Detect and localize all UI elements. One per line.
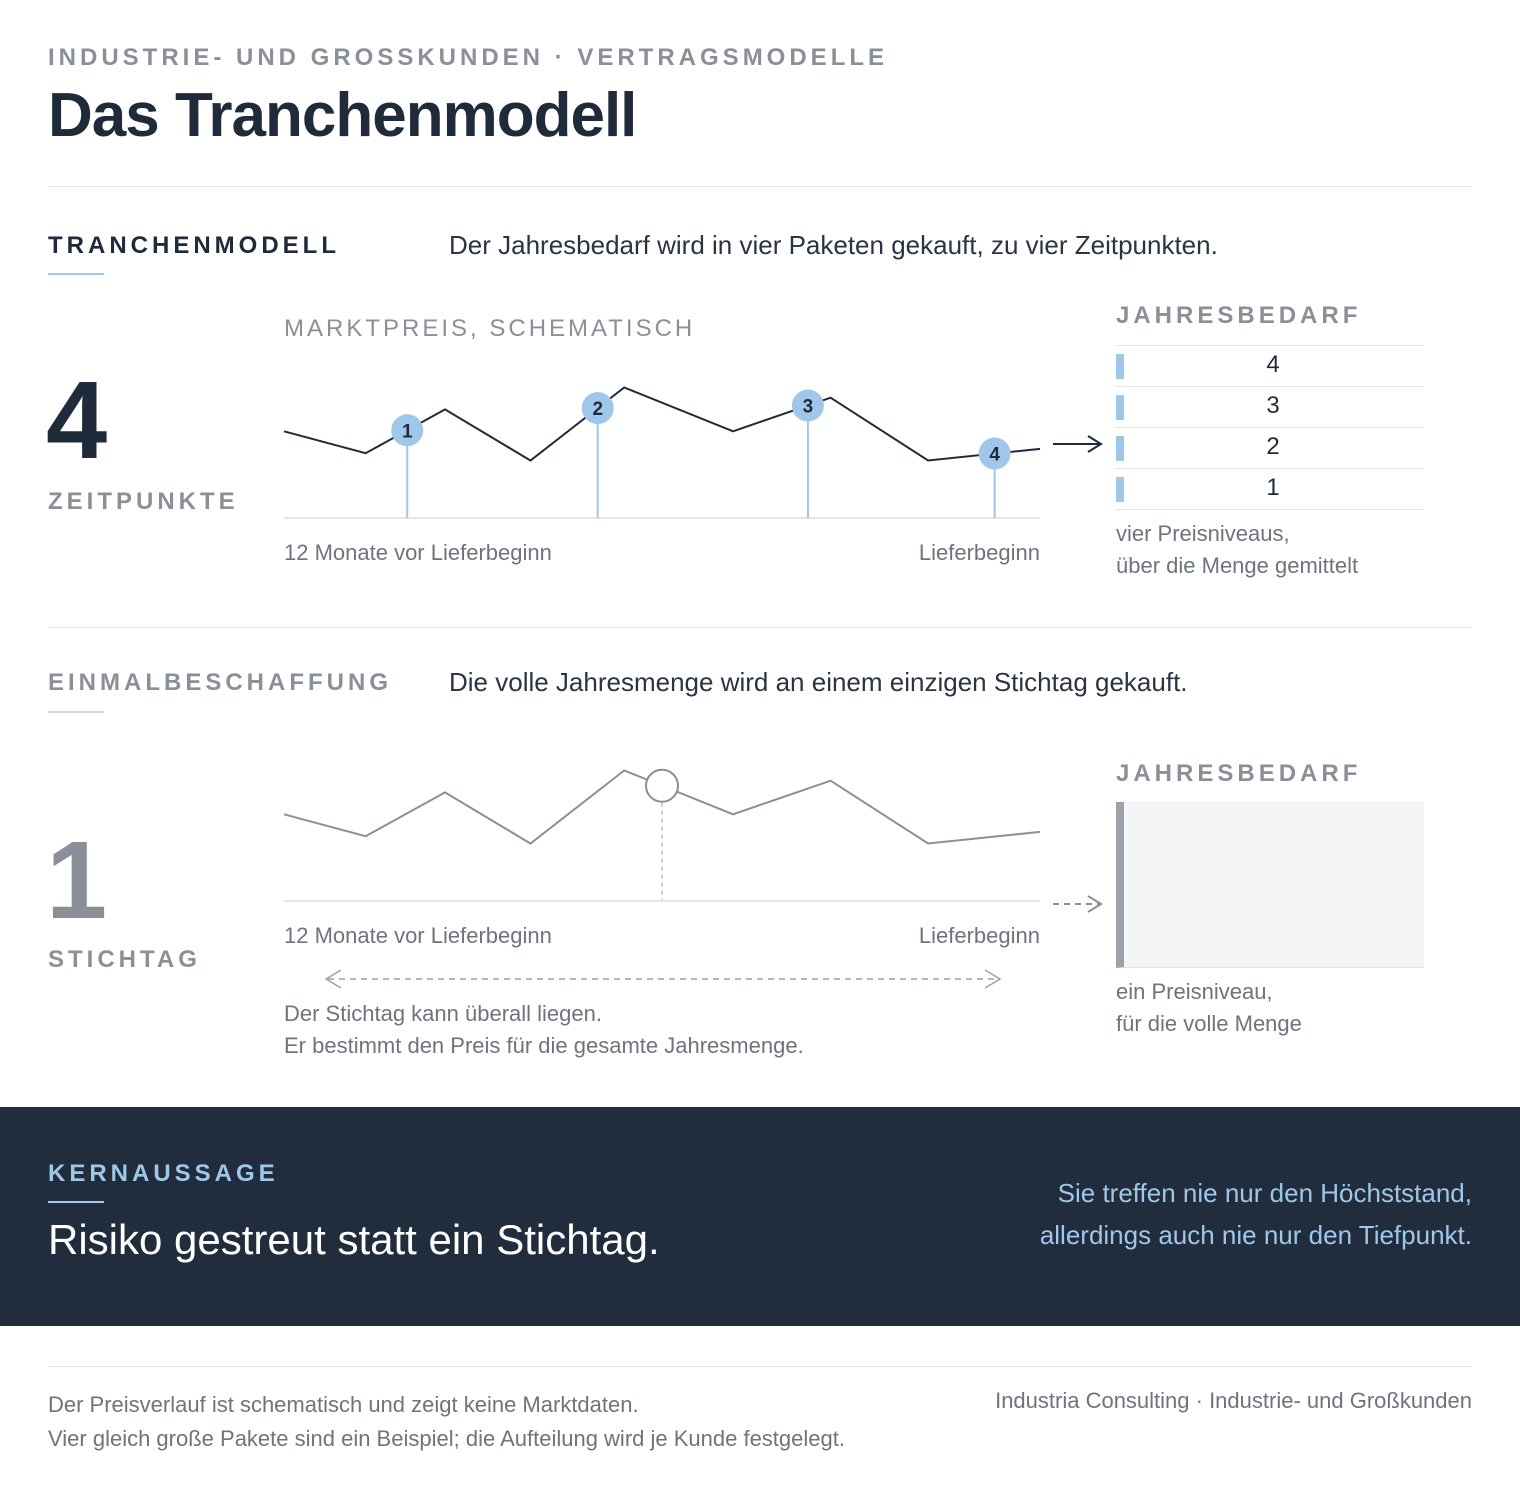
tranche-row-number: 4 [1266, 351, 1280, 378]
tranche-row-number: 3 [1266, 392, 1280, 419]
tranche-note-line2: über die Menge gemittelt [1116, 553, 1359, 578]
range-note [284, 998, 804, 1062]
single-side-label: JAHRESBEDARF [1116, 760, 1362, 787]
footer-line1: Der Preisverlauf ist schematisch und zeigt keine Marktdaten. [48, 1392, 639, 1417]
single-axis-start: 12 Monate vor Lieferbeginn [284, 923, 552, 948]
single-note [1116, 976, 1302, 1040]
banner-kicker: KERNAUSSAGE [48, 1160, 279, 1187]
tranche-big-number: 4 [46, 359, 108, 482]
page-kicker: INDUSTRIE- UND GROSSKUNDEN · VERTRAGSMODELLE [48, 44, 889, 71]
single-axis-end: Lieferbeginn [918, 923, 1040, 948]
tranche-row-number: 1 [1266, 474, 1280, 501]
single-description: Die volle Jahresmenge wird an einem einzigen Stichtag gekauft. [449, 667, 1188, 697]
single-note-line1: ein Preisniveau, [1116, 979, 1273, 1004]
page-title: Das Tranchenmodell [48, 81, 637, 150]
single-big-caption: STICHTAG [48, 946, 201, 973]
range-arrow-icon [326, 970, 1000, 988]
footer-credit: Industria Consulting · Industrie- und Großkunden [995, 1388, 1472, 1413]
banner-headline: Risiko gestreut statt ein Stichtag. [48, 1216, 660, 1263]
tranche-big-caption: ZEITPUNKTE [48, 488, 239, 515]
full-volume-block [1116, 802, 1424, 968]
tranche-section-label: TRANCHENMODELL [48, 232, 340, 259]
tranche-side-label: JAHRESBEDARF [1116, 302, 1362, 329]
single-section-label: EINMALBESCHAFFUNG [48, 669, 392, 696]
range-note-line2: Er bestimmt den Preis für die gesamte Jahresmenge. [284, 1033, 804, 1058]
tranche-axis-start: 12 Monate vor Lieferbeginn [284, 540, 552, 565]
single-note-line2: für die volle Menge [1116, 1011, 1302, 1036]
banner-side-line1: Sie treffen nie nur den Höchststand, [1057, 1178, 1472, 1208]
footer-disclaimer [48, 1388, 845, 1456]
footer-line2: Vier gleich große Pakete sind ein Beispiel; die Aufteilung wird je Kunde festgelegt. [48, 1426, 845, 1451]
dashed-arrow-right-icon [1053, 896, 1101, 912]
chart-caption: MARKTPREIS, SCHEMATISCH [284, 315, 696, 342]
banner-side-line2: allerdings auch nie nur den Tiefpunkt. [1039, 1220, 1472, 1250]
single-marker-circle [646, 770, 678, 802]
tranche-description: Der Jahresbedarf wird in vier Paketen gekauft, zu vier Zeitpunkten. [449, 230, 1218, 260]
banner-underline [48, 1201, 104, 1203]
footer-divider [48, 1366, 1472, 1367]
tranche-note-line1: vier Preisniveaus, [1116, 521, 1290, 546]
tranche-marker-label: 3 [802, 396, 814, 418]
tranche-marker-label: 2 [592, 399, 604, 421]
range-note-line1: Der Stichtag kann überall liegen. [284, 1001, 602, 1026]
banner-side-text [1040, 1172, 1472, 1256]
tranche-axis-end: Lieferbeginn [918, 540, 1040, 565]
tranche-row-number: 2 [1266, 433, 1280, 460]
tranche-marker-label: 1 [401, 421, 413, 443]
tranche-marker-label: 4 [989, 444, 1000, 466]
single-big-number: 1 [46, 819, 108, 942]
